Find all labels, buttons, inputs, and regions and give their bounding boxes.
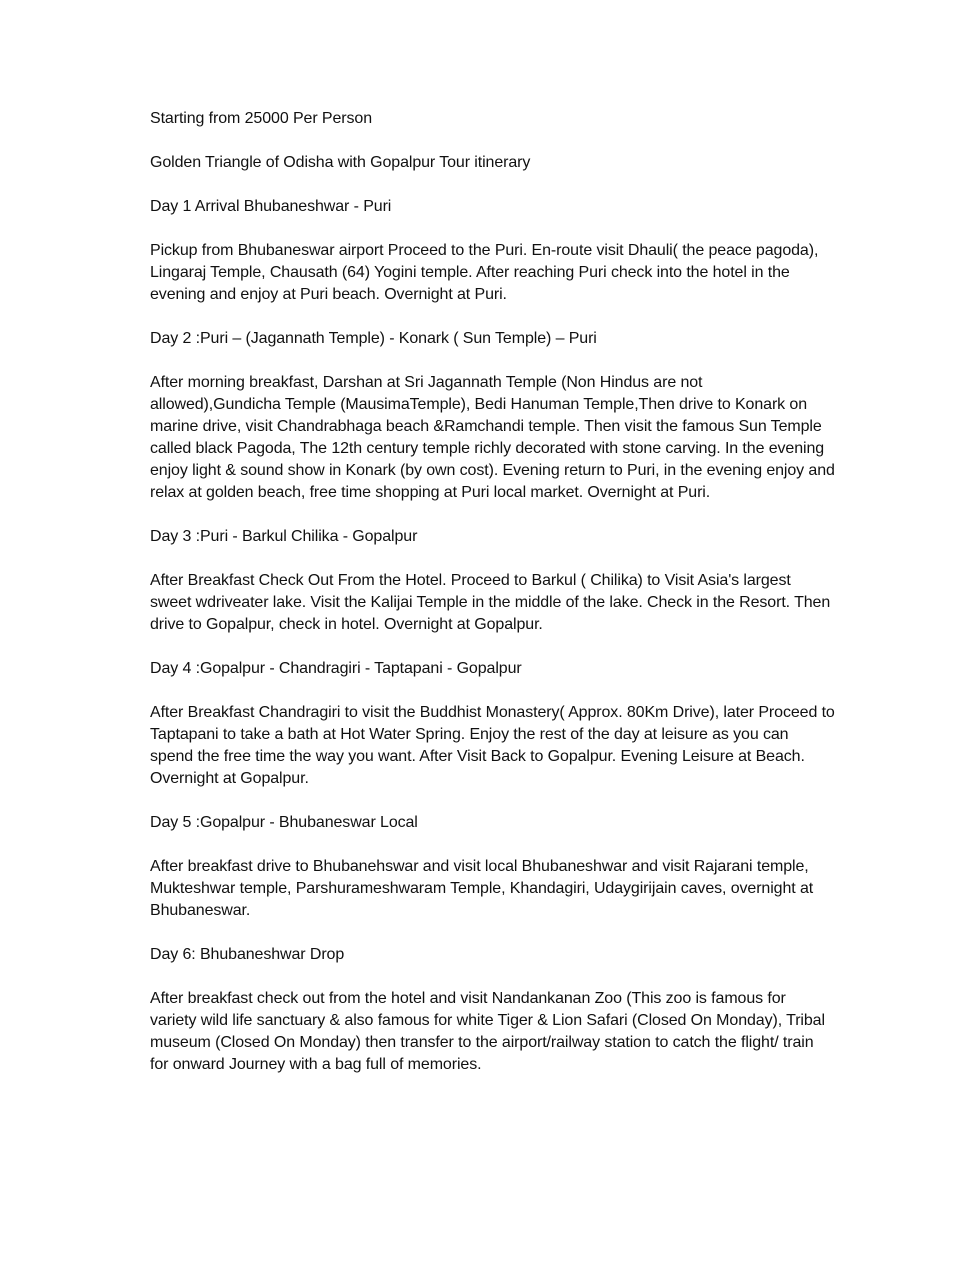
day-3-heading: Day 3 :Puri - Barkul Chilika - Gopalpur	[150, 528, 418, 545]
day-5-heading: Day 5 :Gopalpur - Bhubaneswar Local	[150, 814, 418, 831]
day-1-heading: Day 1 Arrival Bhubaneshwar - Puri	[150, 198, 392, 215]
day-3-description: After Breakfast Check Out From the Hotel. Proceed to Barkul ( Chilika) to Visit Asia's largest sweet wdriveater lake. Visit the Kalijai Temple in the middle of the lake. Check in the Resort. Then drive to Gopalpur, check in hotel. Overnight at Gopalpur.	[150, 572, 831, 633]
itinerary-document	[150, 108, 835, 1076]
day-6-heading: Day 6: Bhubaneshwar Drop	[150, 946, 345, 963]
day-2-heading: Day 2 :Puri – (Jagannath Temple) - Konark ( Sun Temple) – Puri	[150, 330, 597, 347]
day-1-description: Pickup from Bhubaneswar airport Proceed to the Puri. En-route visit Dhauli( the peace pagoda), Lingaraj Temple, Chausath (64) Yogini temple. After reaching Puri check into the hotel in the evening and enjoy at Puri beach. Overnight at Puri.	[150, 242, 819, 303]
document-title: Golden Triangle of Odisha with Gopalpur Tour itinerary	[150, 154, 531, 171]
day-5-description: After breakfast drive to Bhubanehswar and visit local Bhubaneshwar and visit Rajarani temple, Mukteshwar temple, Parshurameshwaram Temple, Khandagiri, Udaygirijain caves, overnight at Bhubaneswar.	[150, 858, 814, 919]
day-6-description: After breakfast check out from the hotel and visit Nandankanan Zoo (This zoo is famous for variety wild life sanctuary & also famous for white Tiger & Lion Safari (Closed On Monday), Tribal museum (Closed On Monday) then transfer to the airport/railway station to catch the flight/ train for onward Journey with a bag full of memories.	[150, 990, 825, 1073]
day-4-heading: Day 4 :Gopalpur - Chandragiri - Taptapani - Gopalpur	[150, 660, 522, 677]
day-4-description: After Breakfast Chandragiri to visit the Buddhist Monastery( Approx. 80Km Drive), later Proceed to Taptapani to take a bath at Hot Water Spring. Enjoy the rest of the day at leisure as you can spend the free time the way you want. After Visit Back to Gopalpur. Evening Leisure at Beach. Overnight at Gopalpur.	[150, 704, 835, 787]
price-line: Starting from 25000 Per Person	[150, 110, 373, 127]
day-2-description: After morning breakfast, Darshan at Sri Jagannath Temple (Non Hindus are not allowed),Gundicha Temple (MausimaTemple), Bedi Hanuman Temple,Then drive to Konark on marine drive, visit Chandrabhaga beach &Ramchandi temple. Then visit the famous Sun Temple called black Pagoda, The 12th century temple richly decorated with stone carving. In the evening enjoy light & sound show in Konark (by own cost). Evening return to Puri, in the evening enjoy and relax at golden beach, free time shopping at Puri local market. Overnight at Puri.	[150, 374, 835, 501]
